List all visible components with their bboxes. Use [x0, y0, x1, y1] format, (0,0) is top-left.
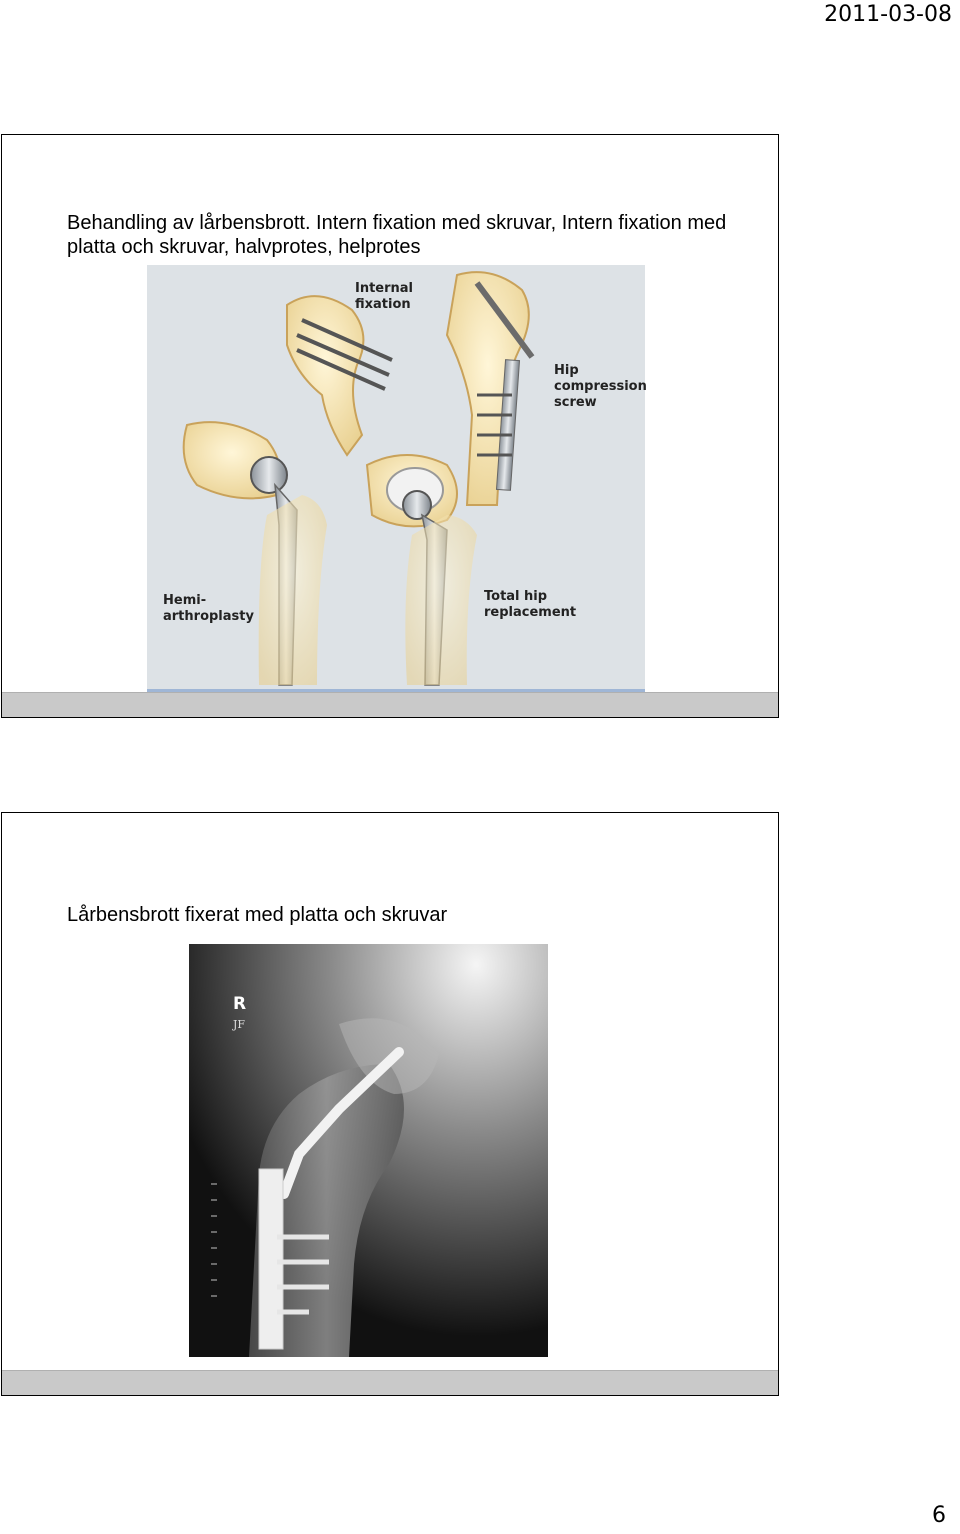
femur-internal-fixation [287, 296, 392, 455]
slide-2-footer-bar [2, 1370, 778, 1395]
xray-initials: JF [233, 1018, 246, 1031]
page-number: 6 [932, 1503, 946, 1528]
label-total-hip-replacement: Total hip replacement [484, 589, 577, 620]
slide-2 [1, 812, 779, 1396]
hip-fracture-treatments-illustration [147, 265, 645, 690]
slide-1-footer-bar [2, 692, 778, 717]
page-date: 2011-03-08 [824, 2, 952, 27]
treatments-drawing [147, 265, 645, 690]
slide-2-title: Lårbensbrott fixerat med platta och skruvar [67, 904, 448, 926]
hemi-arthroplasty-implant [184, 422, 327, 685]
xray-image [189, 944, 548, 1357]
slide-1 [1, 134, 779, 718]
label-hip-compression-screw: Hip compression screw [554, 363, 647, 410]
label-internal-fixation: Internal fixation [355, 281, 414, 312]
total-hip-replacement-implant [367, 455, 477, 685]
femur-compression-screw [447, 272, 532, 505]
label-hemi-arthroplasty: Hemi- arthroplasty [163, 593, 254, 624]
slide-1-title: Behandling av lårbensbrott. Intern fixation med skruvar, Intern fixation med platta och skruvar, halvprotes, helprotes [67, 212, 727, 258]
xray-side-marker: R [233, 994, 247, 1014]
